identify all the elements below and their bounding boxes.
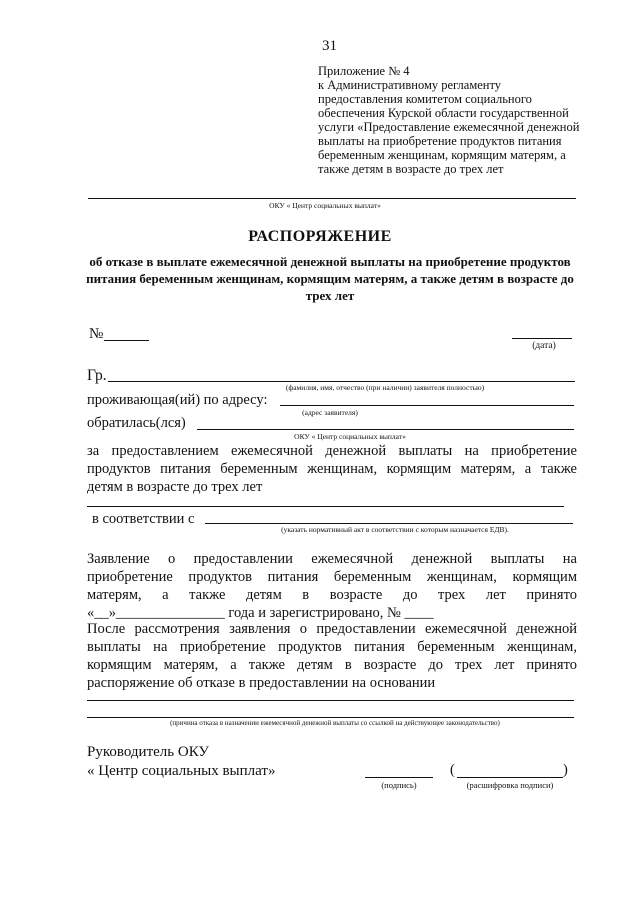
number-label: № [89, 326, 104, 342]
purpose-blank-line[interactable] [87, 506, 564, 507]
decision-line: После рассмотрения заявления о предоставлении ежемесячной денежной [87, 621, 577, 637]
citizen-name-field[interactable] [108, 381, 575, 382]
signature-caption: (подпись) [381, 780, 417, 790]
decision-line: кормящим матерям, а также детям в возрасте до трех лет принято [87, 657, 577, 673]
head-title-line2: « Центр социальных выплат» [87, 763, 276, 779]
accordance-caption: (указать нормативный акт в соответствии с которым назначается ЕДВ). [281, 525, 509, 534]
appendix-line: услуги «Предоставление ежемесячной денежной [318, 120, 580, 134]
decode-open-paren: ( [450, 762, 455, 778]
appendix-block [318, 64, 580, 176]
head-title-line1: Руководитель ОКУ [87, 744, 210, 760]
appendix-line: к Административному регламенту [318, 78, 502, 92]
purpose-paragraph [87, 442, 577, 496]
statement-paragraph [87, 550, 577, 622]
accordance-field[interactable] [205, 523, 573, 524]
subtitle-line: трех лет [305, 288, 355, 303]
accordance-label: в соответствии с [92, 511, 195, 527]
decision-line: распоряжение об отказе в предоставлении на основании [87, 675, 436, 691]
document-subtitle [80, 253, 580, 304]
purpose-line: за предоставлением ежемесячной денежной выплаты на приобретение [87, 443, 577, 459]
reason-field-line-1[interactable] [87, 700, 574, 701]
decode-signature-field[interactable] [457, 777, 563, 778]
appendix-line: также детям в возрасте до трех лет [318, 162, 504, 176]
decode-caption: (расшифровка подписи) [466, 780, 554, 790]
statement-line: Заявление о предоставлении ежемесячной денежной выплаты на [87, 551, 577, 567]
applied-caption: ОКУ « Центр социальных выплат» [294, 432, 406, 441]
date-field[interactable] [512, 338, 572, 339]
address-label: проживающая(ий) по адресу: [87, 392, 268, 408]
decision-line: выплаты на приобретение продуктов питания беременным женщинам, [87, 639, 577, 655]
applied-field[interactable] [197, 429, 574, 430]
appendix-line: беременным женщинам, кормящим матерям, а [318, 148, 566, 162]
address-field[interactable] [280, 405, 574, 406]
org-header-line [88, 198, 576, 199]
appendix-line: обеспечения Курской области государственной [318, 106, 569, 120]
page-number: 31 [322, 38, 337, 54]
date-caption: (дата) [532, 341, 556, 351]
decision-paragraph [87, 620, 577, 692]
number-field[interactable] [104, 340, 149, 341]
statement-line: матерям, а также детям в возрасте до трех лет принято [87, 587, 577, 603]
address-caption: (адрес заявителя) [302, 408, 358, 417]
purpose-line: детям в возрасте до трех лет [87, 479, 263, 495]
reason-field-line-2[interactable] [87, 717, 574, 718]
reason-caption: (причина отказа в назначении ежемесячной денежной выплаты со ссылкой на действующее законодательство) [170, 719, 500, 727]
org-header-caption: ОКУ « Центр социальных выплат» [269, 201, 381, 210]
decode-close-paren: ) [563, 762, 568, 778]
subtitle-line: об отказе в выплате ежемесячной денежной выплаты на приобретение продуктов [89, 254, 571, 269]
document-title: РАСПОРЯЖЕНИЕ [248, 228, 392, 245]
applied-label: обратилась(лся) [87, 415, 186, 431]
statement-line: приобретение продуктов питания беременным женщинам, кормящим [87, 569, 577, 585]
signature-field[interactable] [365, 777, 433, 778]
appendix-line: Приложение № 4 [318, 64, 410, 78]
purpose-line: продуктов питания беременным женщинам, кормящим матерям, а также [87, 461, 577, 477]
citizen-caption: (фамилия, имя, отчество (при наличии) заявителя полностью) [285, 383, 485, 392]
subtitle-line: питания беременным женщинам, кормящим матерям, а также детям в возрасте до [86, 271, 574, 286]
citizen-label: Гр. [87, 367, 107, 384]
statement-line: «__»_______________ года и зарегистрировано, № ____ [87, 605, 434, 621]
appendix-line: выплаты на приобретение продуктов питания [318, 134, 562, 148]
appendix-line: предоставления комитетом социального [318, 92, 532, 106]
